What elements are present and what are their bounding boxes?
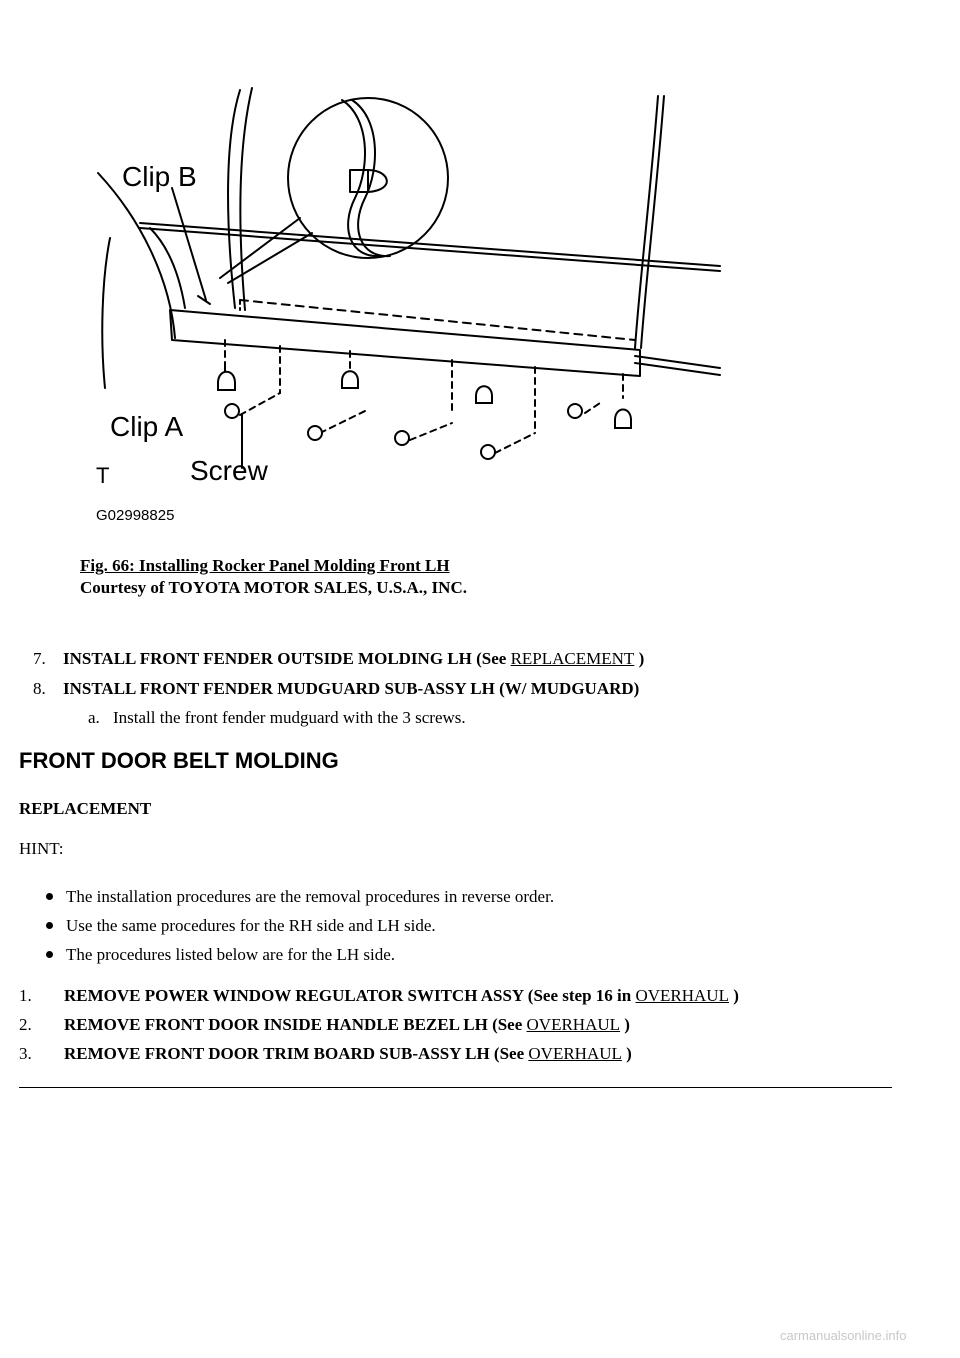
hint-label: HINT:	[19, 839, 64, 858]
substep-a	[80, 707, 466, 729]
bullet-text: The installation procedures are the removal procedures in reverse order.	[66, 887, 555, 906]
overhaul-link[interactable]: OVERHAUL	[635, 986, 729, 1005]
screw-leader-1	[240, 393, 280, 415]
clip-a-shape-1	[218, 372, 235, 390]
install-step-8	[33, 678, 639, 700]
step-tail: )	[634, 649, 645, 668]
clip-a-shape-3	[476, 386, 492, 403]
step-number: 2.	[19, 1015, 32, 1034]
label-clip-a: Clip A	[110, 411, 184, 442]
label-screw: Screw	[190, 455, 268, 486]
rocker-panel-diagram	[80, 78, 730, 528]
hint-bullet-list	[46, 882, 554, 969]
step-number: 3.	[19, 1044, 32, 1063]
label-t: T	[96, 463, 110, 488]
figure-caption	[80, 555, 467, 599]
install-step-7	[33, 648, 644, 670]
step-text: REMOVE POWER WINDOW REGULATOR SWITCH ASSY (See step 16 in	[64, 986, 636, 1005]
step-text: REMOVE FRONT DOOR TRIM BOARD SUB-ASSY LH (See	[64, 1044, 529, 1063]
overhaul-link[interactable]: OVERHAUL	[528, 1044, 622, 1063]
screw-4	[481, 445, 495, 459]
body-line-top-2	[140, 228, 720, 271]
door-edge-2	[641, 96, 664, 348]
watermark: carmanualsonline.info	[780, 1328, 907, 1343]
screw-1	[225, 404, 239, 418]
bullet-icon	[46, 893, 53, 900]
screw-2	[308, 426, 322, 440]
list-item	[46, 940, 554, 969]
list-item	[46, 911, 554, 940]
screw-leader-2	[320, 411, 365, 433]
screw-leader-4	[495, 433, 535, 453]
section-subhead: REPLACEMENT	[19, 799, 152, 818]
bullet-icon	[46, 922, 53, 929]
fender-edge	[228, 90, 240, 308]
remove-step-1	[19, 985, 739, 1007]
wheel-arch-outer	[98, 173, 175, 338]
step-text: REMOVE FRONT DOOR INSIDE HANDLE BEZEL LH (See	[64, 1015, 527, 1034]
detail-panel	[342, 100, 380, 256]
clip-a-shape-4	[615, 410, 631, 429]
bullet-icon	[46, 951, 53, 958]
overhaul-link[interactable]: OVERHAUL	[526, 1015, 621, 1034]
step-tail: )	[728, 986, 739, 1005]
bullet-text: Use the same procedures for the RH side and LH side.	[66, 916, 436, 935]
bullet-text: The procedures listed below are for the LH side.	[66, 945, 396, 964]
section-title: FRONT DOOR BELT MOLDING	[19, 748, 339, 773]
body-line-bottom-2	[635, 363, 720, 375]
label-clip-b: Clip B	[122, 161, 197, 192]
label-figure-code: G02998825	[96, 507, 175, 524]
figure-caption-link[interactable]: Fig. 66: Installing Rocker Panel Molding Front LH	[80, 556, 450, 575]
screw-leader-5	[585, 403, 600, 413]
remove-step-3	[19, 1043, 632, 1065]
figure-courtesy: Courtesy of TOYOTA MOTOR SALES, U.S.A., INC.	[80, 578, 467, 597]
detail-panel-2	[352, 100, 390, 256]
wheel-arch-inner	[102, 238, 110, 388]
step-number: 8.	[33, 679, 46, 698]
step-number: 7.	[33, 649, 46, 668]
screw-3	[395, 431, 409, 445]
step-number: 1.	[19, 986, 32, 1005]
replacement-link[interactable]: REPLACEMENT	[510, 649, 635, 668]
screw-leader-3	[410, 423, 452, 440]
screw-5	[568, 404, 582, 418]
page-divider	[19, 1087, 892, 1088]
substep-text: Install the front fender mudguard with the 3 screws.	[113, 708, 466, 727]
substep-letter: a.	[88, 708, 100, 727]
list-item	[46, 882, 554, 911]
clip-a-shape-2	[342, 371, 358, 388]
body-line-bottom	[635, 356, 720, 368]
step-tail: )	[620, 1015, 630, 1034]
clip-b-leader	[172, 188, 206, 300]
remove-step-2	[19, 1014, 630, 1036]
step-text: INSTALL FRONT FENDER OUTSIDE MOLDING LH (See	[63, 649, 511, 668]
rocker-panel-figure	[80, 78, 730, 528]
step-tail: )	[621, 1044, 632, 1063]
clip-b-mark	[198, 296, 210, 304]
fender-edge-2	[240, 88, 252, 310]
door-edge	[635, 96, 658, 348]
step-text: INSTALL FRONT FENDER MUDGUARD SUB-ASSY LH (W/ MUDGUARD)	[63, 679, 640, 698]
molding-strip	[170, 310, 640, 376]
